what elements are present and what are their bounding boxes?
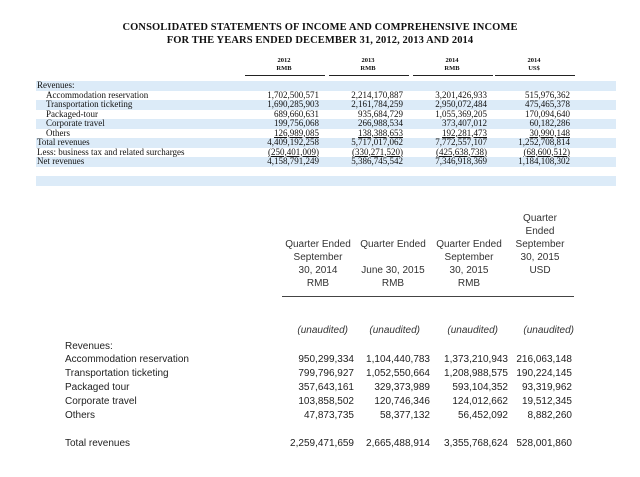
cell: 7,772,557,107 <box>435 137 487 147</box>
cell: 1,252,708,814 <box>518 137 570 147</box>
col-year: 2014 <box>445 57 459 64</box>
row-label: Corporate travel <box>65 396 137 407</box>
revenues-label: Revenues: <box>37 80 75 90</box>
cell: 56,452,092 <box>457 410 508 421</box>
cell: 593,104,352 <box>452 382 508 393</box>
cell: 2,214,170,887 <box>351 89 403 100</box>
col-header-2012 <box>249 57 319 72</box>
cell: 528,001,860 <box>516 438 572 449</box>
cell: 5,717,017,062 <box>351 137 403 147</box>
row-label: Accommodation reservation <box>46 89 149 100</box>
unaudited-label: (unaudited) <box>447 325 498 336</box>
cell: 5,386,745,542 <box>351 156 403 166</box>
row-label: Packaged-tour <box>46 108 98 119</box>
cell: 266,988,534 <box>358 118 403 128</box>
cell: 475,465,378 <box>525 99 570 109</box>
header-line: September <box>293 252 343 263</box>
header-line: September <box>515 239 565 250</box>
cell: (250,401,009) <box>268 146 319 157</box>
header-line: 30, 2014 <box>298 265 338 276</box>
cell: (330,271,520) <box>352 146 403 157</box>
cell: 3,201,426,933 <box>435 89 487 100</box>
col-currency: RMB <box>276 64 292 72</box>
cell: 138,388,653 <box>358 127 403 138</box>
header-line: Quarter Ended <box>360 239 426 250</box>
col-year: 2013 <box>361 57 375 64</box>
cell: 1,052,550,664 <box>366 368 430 379</box>
cell: 2,161,784,259 <box>351 99 403 109</box>
cell: 4,409,192,258 <box>267 137 319 147</box>
row-label: Total revenues <box>65 438 131 449</box>
header-line: USD <box>529 265 551 276</box>
header-line: 30, 2015 <box>520 252 560 263</box>
cell: 1,184,108,302 <box>518 156 570 166</box>
cell: 30,990,148 <box>529 127 570 138</box>
cell: 216,063,148 <box>516 354 572 365</box>
header-line: Quarter Ended <box>285 239 351 250</box>
cell: 124,012,662 <box>452 396 508 407</box>
header-rule <box>329 75 409 76</box>
cell: 58,377,132 <box>379 410 430 421</box>
cell: 19,512,345 <box>521 396 572 407</box>
cell: 103,858,502 <box>298 396 354 407</box>
cell: 8,882,260 <box>527 410 572 421</box>
header-line <box>350 251 436 264</box>
q-header-sep-2015-usd <box>500 212 580 277</box>
cell: 47,873,735 <box>303 410 354 421</box>
header-line: Quarter Ended <box>436 239 502 250</box>
cell: 329,373,989 <box>374 382 430 393</box>
row-label: Others <box>46 127 70 138</box>
row-label: Accommodation reservation <box>65 354 189 365</box>
row-label: Total revenues <box>37 137 90 147</box>
statement-subtitle: FOR THE YEARS ENDED DECEMBER 31, 2012, 2013 AND 2014 <box>166 35 474 46</box>
row-label: Others <box>65 410 96 421</box>
unaudited-label: (unaudited) <box>523 325 574 336</box>
col-year: 2012 <box>277 57 291 64</box>
col-currency: US$ <box>528 64 540 72</box>
cell: 373,407,012 <box>442 118 487 128</box>
cell: 2,259,471,659 <box>290 438 354 449</box>
header-line: June 30, 2015 <box>361 265 425 276</box>
header-line: Quarter <box>523 213 557 224</box>
q-header-jun-2015 <box>350 225 436 290</box>
cell: 1,373,210,943 <box>444 354 508 365</box>
header-line: September <box>444 252 494 263</box>
row-label: Corporate travel <box>46 118 105 128</box>
header-rule <box>245 75 325 76</box>
cell: 799,796,927 <box>298 368 354 379</box>
header-rule <box>282 296 574 297</box>
cell: 1,055,369,205 <box>435 108 487 119</box>
header-line: RMB <box>306 278 330 289</box>
cell: 120,746,346 <box>374 396 430 407</box>
cell: 2,665,488,914 <box>366 438 430 449</box>
cell: 60,182,286 <box>529 118 570 128</box>
header-rule <box>495 75 575 76</box>
cell: 1,208,988,575 <box>444 368 508 379</box>
cell: 7,346,918,369 <box>435 156 487 166</box>
cell: 190,224,145 <box>516 368 572 379</box>
row-label: Packaged tour <box>65 382 130 393</box>
header-line: RMB <box>457 278 481 289</box>
cell: 192,281,473 <box>442 127 487 138</box>
cell: 126,989,085 <box>274 127 319 138</box>
cell: 4,158,791,249 <box>267 156 319 166</box>
cell: (425,638,738) <box>436 146 487 157</box>
q-header-sep-2014 <box>275 225 361 290</box>
cell: 170,094,640 <box>525 108 570 119</box>
row-label: Less: business tax and related surcharges <box>37 146 185 157</box>
col-currency: RMB <box>444 64 460 72</box>
col-year: 2014 <box>527 57 541 64</box>
row-label: Transportation ticketing <box>46 99 133 109</box>
cell: (68,600,512) <box>523 146 570 157</box>
col-currency: RMB <box>360 64 376 72</box>
row-label: Transportation ticketing <box>65 368 169 379</box>
cell: 689,660,631 <box>274 108 319 119</box>
header-line: 30, 2015 <box>449 265 489 276</box>
unaudited-label: (unaudited) <box>369 325 420 336</box>
cell: 515,976,362 <box>525 89 570 100</box>
cell: 1,702,500,571 <box>267 89 319 100</box>
statement-title: CONSOLIDATED STATEMENTS OF INCOME AND COMPREHENSIVE INCOME <box>122 22 518 33</box>
cell: 935,684,729 <box>358 108 403 119</box>
cell: 1,690,285,903 <box>267 99 319 109</box>
col-header-2014-usd <box>499 57 569 72</box>
unaudited-label: (unaudited) <box>297 325 348 336</box>
revenues-label: Revenues: <box>65 341 113 352</box>
header-rule <box>413 75 493 76</box>
row-label: Net revenues <box>37 156 85 166</box>
cell: 950,299,334 <box>298 354 354 365</box>
header-line: RMB <box>381 278 405 289</box>
cell: 1,104,440,783 <box>366 354 430 365</box>
cell: 199,756,068 <box>274 118 319 128</box>
cell: 93,319,962 <box>521 382 572 393</box>
col-header-2013 <box>333 57 403 72</box>
header-line: Ended <box>525 226 555 237</box>
row-band <box>36 176 616 186</box>
col-header-2014-rmb <box>417 57 487 72</box>
cell: 2,950,072,484 <box>435 99 487 109</box>
cell: 3,355,768,624 <box>444 438 508 449</box>
cell: 357,643,161 <box>298 382 354 393</box>
